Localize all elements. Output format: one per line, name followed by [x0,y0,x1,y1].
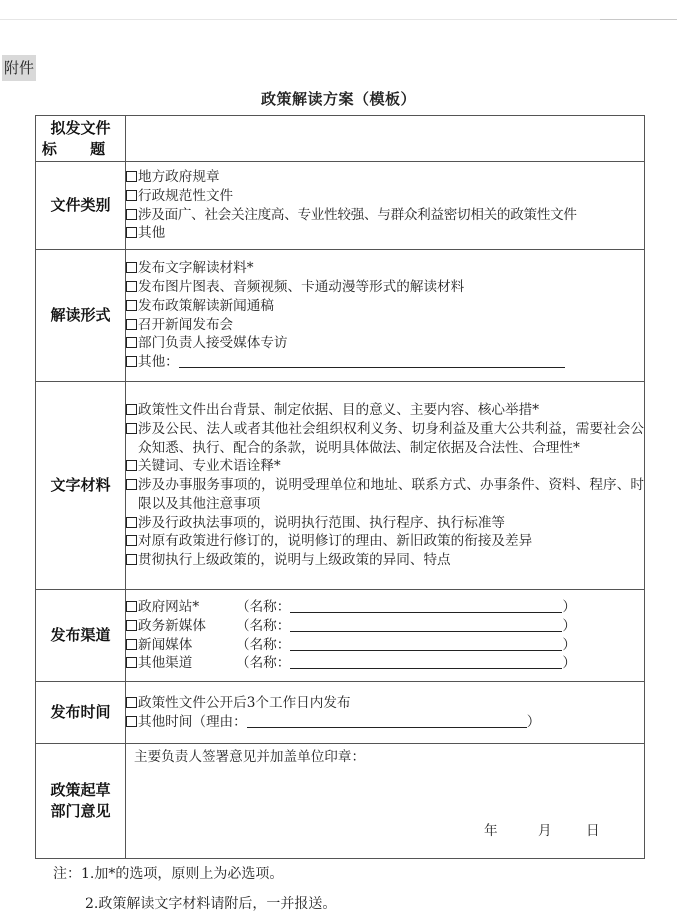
row-text-materials [36,382,645,590]
label-document-category: 文件类别 [36,162,126,250]
label-document-title-line2: 标 题 [41,139,120,158]
material-option[interactable]: 政策性文件出台背景、制定依据、目的意义、主要内容、核心举措* [126,401,644,420]
material-option[interactable]: 关键词、专业术语诠释* [126,457,644,476]
row-interpretation-form [36,250,645,382]
channel-option[interactable]: 新闻媒体 （名称： ） [126,636,644,655]
row-release-channel [36,590,645,682]
row-document-title [36,116,645,162]
label-document-title-line1: 拟发文件 [50,118,111,137]
checkbox[interactable] [126,716,137,727]
checkbox[interactable] [126,319,137,330]
document-category-options [126,162,645,250]
checkbox[interactable] [126,535,137,546]
channel-name-input[interactable] [290,636,562,651]
release-channel-options [126,590,645,682]
channel-name-input[interactable] [290,598,562,613]
row-drafting-opinion [36,744,645,859]
time-option[interactable]: 政策性文件公开后3个工作日内发布 [126,694,644,713]
interpretation-form-options [126,250,645,382]
channel-name-input[interactable] [290,617,562,632]
document-title-field[interactable] [126,116,645,162]
label-drafting-opinion-line2: 部门意见 [50,802,111,820]
label-release-time: 发布时间 [36,682,126,744]
checkbox[interactable] [126,517,137,528]
category-option[interactable]: 涉及面广、社会关注度高、专业性较强、与群众利益密切相关的政策性文件 [126,206,644,225]
channel-option[interactable]: 政府网站* （名称： ） [126,598,644,617]
checkbox[interactable] [126,404,137,415]
form-option-other[interactable]: 其他： [126,353,644,372]
signature-date [484,822,600,841]
checkbox[interactable] [126,209,137,220]
form-option[interactable]: 部门负责人接受媒体专访 [126,334,644,353]
checkbox[interactable] [126,620,137,631]
label-interpretation-form: 解读形式 [36,250,126,382]
channel-option[interactable]: 其他渠道 （名称： ） [126,654,644,673]
row-release-time [36,682,645,744]
material-option[interactable]: 涉及行政执法事项的，说明执行范围、执行程序、执行标准等 [126,514,644,533]
material-option[interactable]: 涉及公民、法人或者其他社会组织权利义务、切身利益及重大公共利益，需要社会公众知悉、执行、配合的条款，说明具体做法、制定依据及合法性、合理性* [126,420,644,458]
reason-input[interactable] [247,713,527,728]
material-option[interactable]: 对原有政策进行修订的，说明修订的理由、新旧政策的衔接及差异 [126,532,644,551]
other-form-input[interactable] [179,353,565,368]
form-option[interactable]: 召开新闻发布会 [126,316,644,335]
label-text-materials: 文字材料 [36,382,126,590]
form-option[interactable]: 发布图片图表、音频视频、卡通动漫等形式的解读材料 [126,278,644,297]
signature-instruction: 主要负责人签署意见并加盖单位印章： [134,749,366,765]
label-document-title [36,116,126,162]
top-rule-segment [600,19,677,20]
category-option[interactable]: 地方政府规章 [126,168,644,187]
checkbox[interactable] [126,639,137,650]
row-document-category [36,162,645,250]
category-option[interactable]: 行政规范性文件 [126,187,644,206]
checkbox[interactable] [126,479,137,490]
text-materials-options [126,382,645,590]
checkbox[interactable] [126,281,137,292]
document-title: 政策解读方案（模板） [260,90,416,108]
month-label: 月 [538,823,552,839]
note-1: 注：1.加*的选项，原则上为必选项。 [53,866,284,882]
checkbox[interactable] [126,300,137,311]
drafting-opinion-field[interactable] [126,744,645,859]
label-drafting-opinion-line1: 政策起草 [50,781,111,799]
channel-option[interactable]: 政务新媒体 （名称： ） [126,617,644,636]
channel-name-input[interactable] [290,654,562,669]
material-option[interactable]: 贯彻执行上级政策的，说明与上级政策的异同、特点 [126,551,644,570]
note-2: 2.政策解读文字材料请附后，一并报送。 [85,896,337,912]
footnotes [53,864,337,912]
checkbox[interactable] [126,601,137,612]
top-rule [0,19,677,20]
form-option[interactable]: 发布政策解读新闻通稿 [126,297,644,316]
checkbox[interactable] [126,337,137,348]
year-label: 年 [484,823,498,839]
checkbox[interactable] [126,190,137,201]
checkbox[interactable] [126,356,137,367]
label-release-channel: 发布渠道 [36,590,126,682]
checkbox[interactable] [126,262,137,273]
checkbox[interactable] [126,554,137,565]
day-label: 日 [586,823,600,839]
attachment-label: 附件 [2,55,36,81]
checkbox[interactable] [126,423,137,434]
checkbox[interactable] [126,460,137,471]
form-option[interactable]: 发布文字解读材料* [126,259,644,278]
category-option[interactable]: 其他 [126,224,644,243]
checkbox[interactable] [126,697,137,708]
material-option[interactable]: 涉及办事服务事项的，说明受理单位和地址、联系方式、办事条件、资料、程序、时限以及其他注意事项 [126,476,644,514]
checkbox[interactable] [126,171,137,182]
checkbox[interactable] [126,657,137,668]
label-drafting-opinion [36,744,126,859]
policy-interpretation-form [35,115,645,859]
checkbox[interactable] [126,227,137,238]
time-option-other[interactable]: 其他时间（理由： ） [126,713,644,732]
release-time-options [126,682,645,744]
